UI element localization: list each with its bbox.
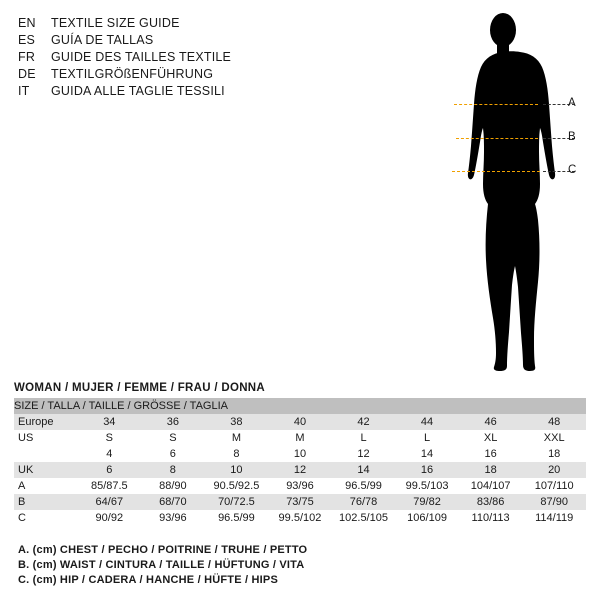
cell: S — [141, 430, 205, 446]
language-text: GUIDA ALLE TAGLIE TESSILI — [51, 84, 225, 98]
language-row — [18, 33, 318, 50]
cell: 42 — [332, 414, 396, 430]
cell: M — [205, 430, 269, 446]
cell: XL — [459, 430, 523, 446]
measure-line-chest — [454, 104, 538, 105]
cell: 96.5/99 — [205, 510, 269, 526]
language-text: TEXTILGRÖßENFÜHRUNG — [51, 67, 214, 81]
cell: 107/110 — [522, 478, 586, 494]
language-row — [18, 16, 318, 33]
table-row — [14, 510, 586, 526]
cell: 44 — [395, 414, 459, 430]
cell: 20 — [522, 462, 586, 478]
language-list — [18, 16, 318, 101]
cell: 14 — [395, 446, 459, 462]
cell: 46 — [459, 414, 523, 430]
cell: 34 — [78, 414, 142, 430]
measure-line-hip — [452, 171, 540, 172]
cell: S — [78, 430, 142, 446]
cell: 14 — [332, 462, 396, 478]
cell: L — [332, 430, 396, 446]
language-text: TEXTILE SIZE GUIDE — [51, 16, 180, 30]
cell: 83/86 — [459, 494, 523, 510]
language-text: GUIDE DES TAILLES TEXTILE — [51, 50, 232, 64]
language-row — [18, 50, 318, 67]
row-label — [14, 446, 78, 462]
cell: XXL — [522, 430, 586, 446]
language-row — [18, 84, 318, 101]
cell: 38 — [205, 414, 269, 430]
table-row — [14, 430, 586, 446]
row-label: Europe — [14, 414, 78, 430]
row-label: C — [14, 510, 78, 526]
cell: 93/96 — [141, 510, 205, 526]
cell: 36 — [141, 414, 205, 430]
cell: 10 — [205, 462, 269, 478]
table-header-row — [14, 398, 586, 414]
cell: 85/87.5 — [78, 478, 142, 494]
cell: 73/75 — [268, 494, 332, 510]
footnote-hip: C. (cm) HIP / CADERA / HANCHE / HÜFTE / HIPS — [18, 574, 278, 586]
cell: 110/113 — [459, 510, 523, 526]
language-code: IT — [18, 84, 30, 98]
cell: 12 — [332, 446, 396, 462]
measure-label-c: C — [568, 164, 577, 176]
cell: 93/96 — [268, 478, 332, 494]
cell: 16 — [459, 446, 523, 462]
female-figure — [430, 8, 590, 368]
cell: 16 — [395, 462, 459, 478]
cell: 99.5/102 — [268, 510, 332, 526]
cell: 76/78 — [332, 494, 396, 510]
cell: 68/70 — [141, 494, 205, 510]
cell: 40 — [268, 414, 332, 430]
body-silhouette-icon — [430, 8, 590, 373]
cell: 6 — [78, 462, 142, 478]
row-label: B — [14, 494, 78, 510]
row-label: A — [14, 478, 78, 494]
cell: 8 — [205, 446, 269, 462]
cell: 70/72.5 — [205, 494, 269, 510]
cell: 90.5/92.5 — [205, 478, 269, 494]
cell: 90/92 — [78, 510, 142, 526]
language-code: ES — [18, 33, 36, 47]
cell: 64/67 — [78, 494, 142, 510]
cell: 4 — [78, 446, 142, 462]
measure-label-a: A — [568, 97, 576, 109]
table-row — [14, 446, 586, 462]
language-code: EN — [18, 16, 36, 30]
cell: 104/107 — [459, 478, 523, 494]
cell: 96.5/99 — [332, 478, 396, 494]
language-text: GUÍA DE TALLAS — [51, 33, 154, 47]
cell: 6 — [141, 446, 205, 462]
cell: 87/90 — [522, 494, 586, 510]
language-row — [18, 67, 318, 84]
cell: 102.5/105 — [332, 510, 396, 526]
table-row — [14, 478, 586, 494]
footnote-list — [18, 543, 578, 588]
footnote-chest: A. (cm) CHEST / PECHO / POITRINE / TRUHE / PETTO — [18, 544, 308, 556]
cell: 18 — [522, 446, 586, 462]
row-label: US — [14, 430, 78, 446]
cell: 8 — [141, 462, 205, 478]
cell: L — [395, 430, 459, 446]
cell: 79/82 — [395, 494, 459, 510]
table-row — [14, 462, 586, 478]
table-row — [14, 414, 586, 430]
table-row — [14, 494, 586, 510]
size-table-area — [14, 382, 586, 526]
cell: 106/109 — [395, 510, 459, 526]
row-label: UK — [14, 462, 78, 478]
table-caption: WOMAN / MUJER / FEMME / FRAU / DONNA — [14, 382, 266, 394]
cell: 18 — [459, 462, 523, 478]
cell: 114/119 — [522, 510, 586, 526]
language-code: DE — [18, 67, 36, 81]
size-table — [14, 398, 586, 526]
cell: M — [268, 430, 332, 446]
cell: 99.5/103 — [395, 478, 459, 494]
cell: 88/90 — [141, 478, 205, 494]
footnote-waist: B. (cm) WAIST / CINTURA / TAILLE / HÜFTUNG / VITA — [18, 559, 305, 571]
measure-line-waist — [456, 138, 538, 139]
cell: 10 — [268, 446, 332, 462]
language-code: FR — [18, 50, 36, 64]
cell: 12 — [268, 462, 332, 478]
cell: 48 — [522, 414, 586, 430]
measure-label-b: B — [568, 131, 576, 143]
table-header-label: SIZE / TALLA / TAILLE / GRÖSSE / TAGLIA — [14, 398, 586, 414]
